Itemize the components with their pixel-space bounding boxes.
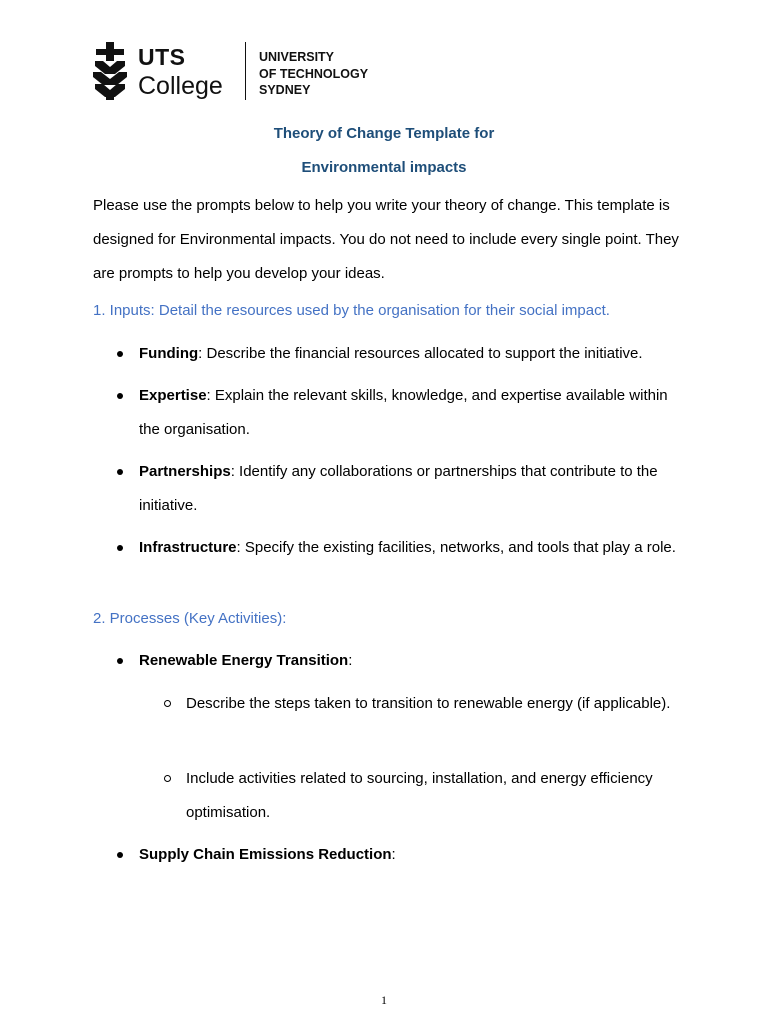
bullet-icon xyxy=(117,393,123,399)
list-item xyxy=(139,644,684,678)
logo-university-line3: SYDNEY xyxy=(259,83,311,97)
hollow-bullet-icon xyxy=(164,700,171,707)
document-title-line2: Environmental impacts xyxy=(301,159,467,176)
list-item-text: : Specify the existing facilities, networks, and tools that play a role. xyxy=(236,539,676,556)
logo-brand-college: College xyxy=(138,72,223,100)
list-item xyxy=(139,531,684,565)
uts-college-logo xyxy=(93,42,393,102)
logo-university-name xyxy=(259,49,368,99)
list-item-term: Supply Chain Emissions Reduction xyxy=(139,846,392,863)
list-item-term: Partnerships xyxy=(139,463,231,480)
logo-divider xyxy=(245,42,246,100)
uts-crest-icon xyxy=(93,42,127,100)
list-item-text: : Identify any collaborations or partnerships that contribute to the initiative. xyxy=(139,463,658,514)
bullet-icon xyxy=(117,658,123,664)
list-item-term: Funding xyxy=(139,345,199,362)
bullet-icon xyxy=(117,351,123,357)
bullet-icon xyxy=(117,852,123,858)
list-item-text: : Explain the relevant skills, knowledge, and expertise available within the organisation. xyxy=(139,387,668,438)
list-item-term: Expertise xyxy=(139,387,207,404)
list-item-text: : Describe the financial resources allocated to support the initiative. xyxy=(198,345,643,362)
hollow-bullet-icon xyxy=(164,775,171,782)
list-item xyxy=(139,379,684,447)
list-item xyxy=(139,455,684,523)
list-item-term: Infrastructure xyxy=(139,539,237,556)
logo-university-line2: OF TECHNOLOGY xyxy=(259,66,369,81)
logo-university-line1: UNIVERSITY xyxy=(259,50,335,64)
page-number: 1 xyxy=(381,993,387,1007)
bullet-icon xyxy=(117,469,123,475)
section-heading-processes: 2. Processes (Key Activities): xyxy=(93,610,287,627)
document-title-line1: Theory of Change Template for xyxy=(273,125,495,142)
section-heading-inputs: 1. Inputs: Detail the resources used by the organisation for their social impact. xyxy=(93,302,610,319)
list-item-term: Renewable Energy Transition xyxy=(139,652,349,669)
list-item xyxy=(139,838,684,872)
list-item-text: : xyxy=(391,846,396,863)
intro-paragraph: Please use the prompts below to help you write your theory of change. This template is designed for Environmental impacts. You do not need to include every single point. They are prompts to help you develop your ideas. xyxy=(93,197,679,282)
sub-list-item-text: Include activities related to sourcing, installation, and energy efficiency optimisation. xyxy=(186,770,653,821)
sub-list-item-text: Describe the steps taken to transition to renewable energy (if applicable). xyxy=(186,695,671,712)
logo-brand-uts: UTS xyxy=(138,44,186,70)
list-item-text: : xyxy=(348,652,353,669)
bullet-icon xyxy=(117,545,123,551)
list-item xyxy=(139,337,684,371)
sub-list-item xyxy=(186,762,686,830)
sub-list-item xyxy=(186,687,686,721)
